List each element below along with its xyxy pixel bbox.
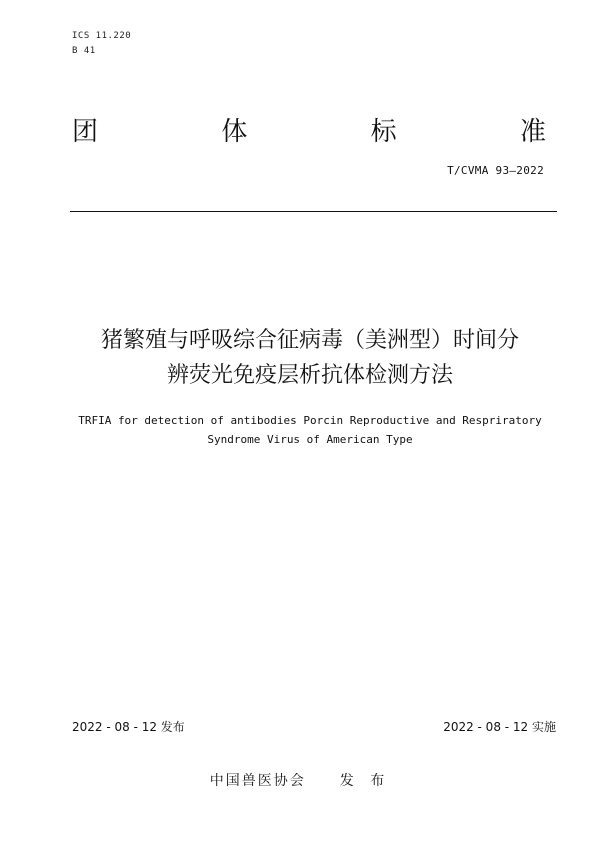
title-chinese-line-2: 辨荧光免疫层析抗体检测方法 — [166, 363, 453, 388]
publish-label: 发 布 — [339, 773, 391, 789]
ccs-code: B 41 — [72, 46, 96, 56]
ics-code: ICS 11.220 — [72, 31, 132, 41]
standard-type-char: 准 — [519, 117, 546, 147]
standard-type-char: 团 — [72, 117, 99, 147]
header-divider — [70, 211, 557, 212]
standard-type-char: 标 — [370, 117, 397, 147]
issue-date: 2022 - 08 - 12 发布 — [72, 720, 185, 734]
title-english-line-1: TRFIA for detection of antibodies Porcin Reproductive and Respriratory — [78, 414, 542, 427]
publisher-line — [0, 772, 600, 790]
standard-type-char: 体 — [221, 117, 248, 147]
title-chinese-line-1: 猪繁殖与呼吸综合征病毒（美洲型）时间分 — [100, 328, 519, 353]
publisher-name: 中国兽医协会 — [209, 773, 306, 789]
title-english-line-2: Syndrome Virus of American Type — [207, 433, 413, 446]
standard-number: T/CVMA 93—2022 — [447, 164, 544, 177]
implementation-date: 2022 - 08 - 12 实施 — [443, 720, 556, 734]
standard-type-heading — [72, 116, 546, 148]
